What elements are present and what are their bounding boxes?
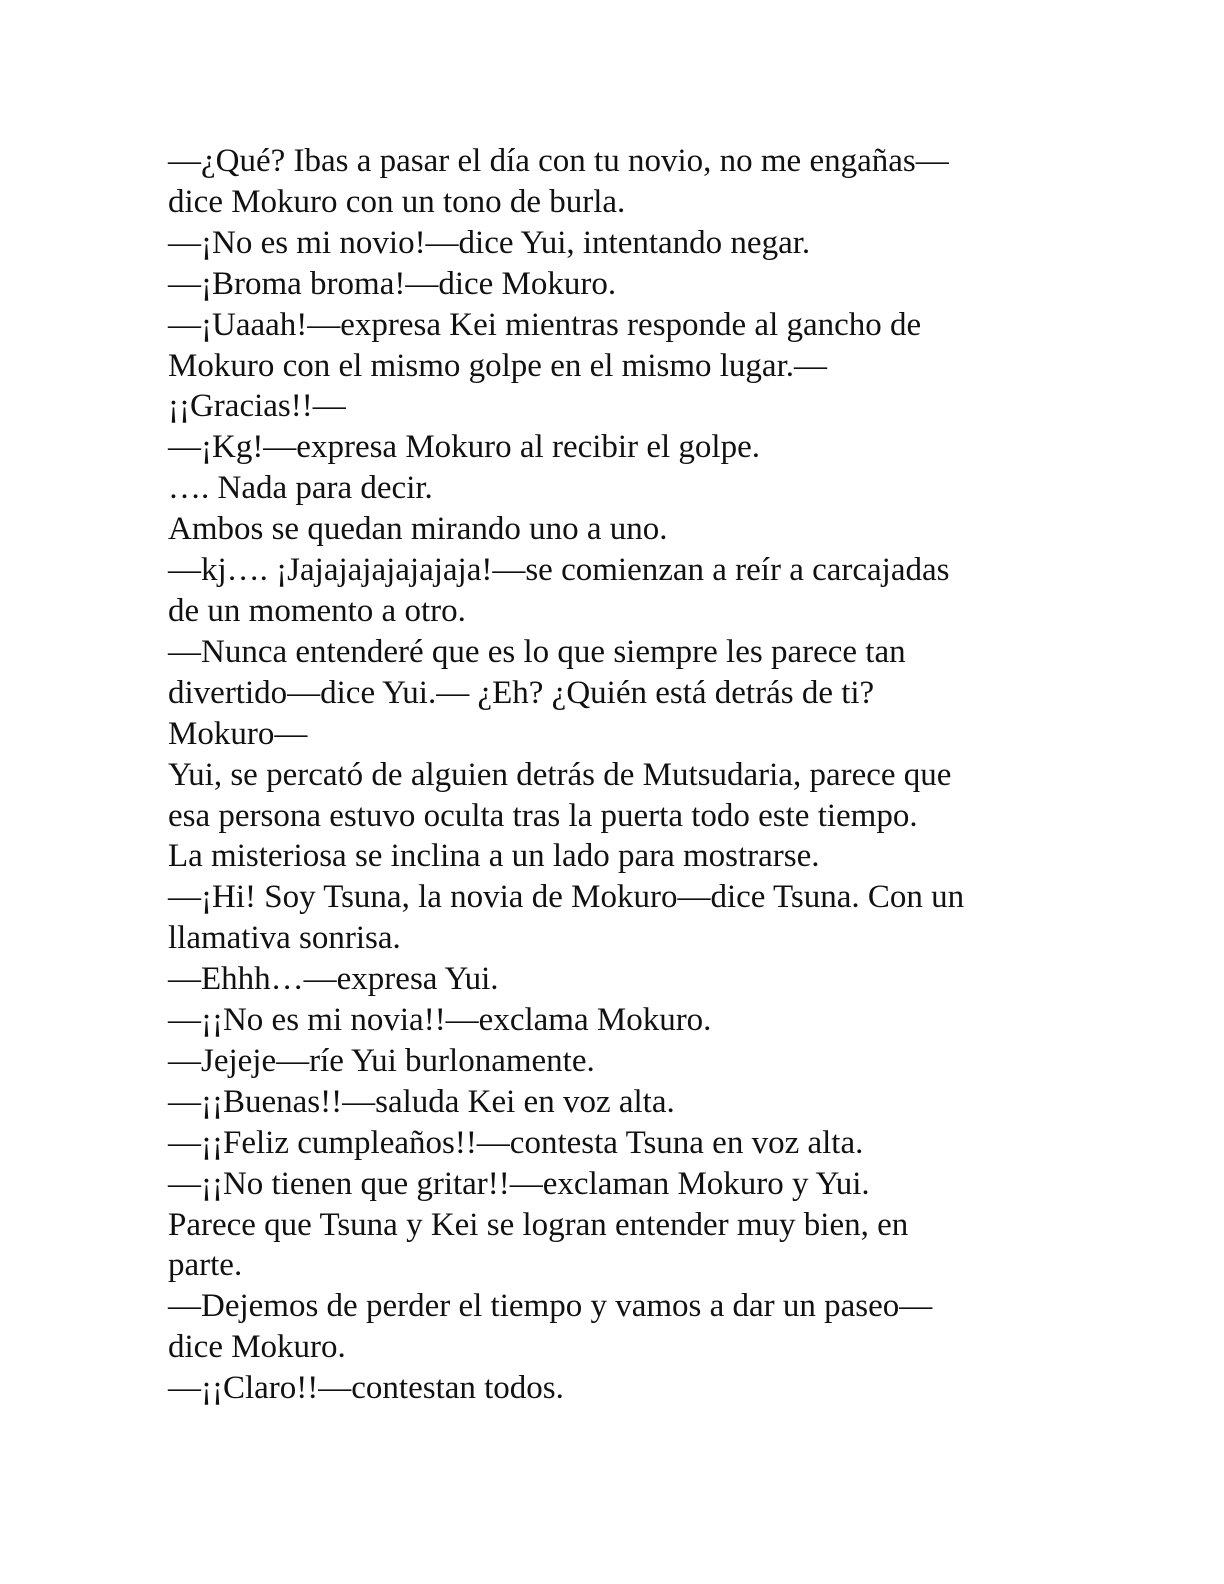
text-line: —¡¡No es mi novia!!—exclama Mokuro. bbox=[168, 1002, 712, 1039]
text-line: llamativa sonrisa. bbox=[168, 920, 401, 957]
text-line: —¡Broma broma!—dice Mokuro. bbox=[168, 265, 617, 302]
text-line: —¡Uaaah!—expresa Kei mientras responde al gancho de bbox=[168, 306, 922, 343]
text-line: —¡Hi! Soy Tsuna, la novia de Mokuro—dice Tsuna. Con un bbox=[168, 879, 965, 916]
text-line: Mokuro con el mismo golpe en el mismo lugar.— bbox=[168, 347, 828, 384]
text-line: esa persona estuvo oculta tras la puerta todo este tiempo. bbox=[168, 797, 918, 834]
text-line: parte. bbox=[168, 1247, 243, 1284]
text-line: —Ehhh…—expresa Yui. bbox=[168, 961, 499, 998]
text-line: Mokuro— bbox=[168, 715, 308, 752]
text-line: divertido—dice Yui.— ¿Eh? ¿Quién está detrás de ti? bbox=[168, 674, 875, 711]
text-line: —¡¡Buenas!!—saluda Kei en voz alta. bbox=[168, 1083, 675, 1120]
text-line: —¿Qué? Ibas a pasar el día con tu novio, no me engañas— bbox=[168, 143, 949, 179]
text-line: —¡Kg!—expresa Mokuro al recibir el golpe. bbox=[168, 429, 760, 466]
text-line: —¡No es mi novio!—dice Yui, intentando negar. bbox=[168, 224, 811, 261]
text-line: Ambos se quedan mirando uno a uno. bbox=[168, 511, 668, 548]
text-line: —¡¡Claro!!—contestan todos. bbox=[168, 1370, 564, 1407]
text-line: Yui, se percató de alguien detrás de Mutsudaria, parece que bbox=[168, 756, 952, 793]
text-line: —Nunca entenderé que es lo que siempre les parece tan bbox=[168, 633, 906, 670]
text-line: ¡¡Gracias!!— bbox=[168, 388, 346, 425]
text-line: dice Mokuro con un tono de burla. bbox=[168, 183, 626, 220]
text-line: —kj…. ¡Jajajajajajajaja!—se comienzan a reír a carcajadas bbox=[168, 552, 950, 589]
text-line: —Jejeje—ríe Yui burlonamente. bbox=[168, 1042, 595, 1079]
text-line: Parece que Tsuna y Kei se logran entender muy bien, en bbox=[168, 1206, 909, 1243]
text-line: …. Nada para decir. bbox=[168, 470, 433, 507]
text-line: —¡¡Feliz cumpleaños!!—contesta Tsuna en voz alta. bbox=[168, 1124, 864, 1161]
text-line: —Dejemos de perder el tiempo y vamos a dar un paseo— bbox=[168, 1288, 933, 1325]
text-line: La misteriosa se inclina a un lado para mostrarse. bbox=[168, 838, 820, 875]
text-line: —¡¡No tienen que gritar!!—exclaman Mokuro y Yui. bbox=[168, 1165, 870, 1202]
document-body bbox=[168, 141, 1048, 1409]
text-line: de un momento a otro. bbox=[168, 592, 466, 629]
text-line: dice Mokuro. bbox=[168, 1329, 346, 1366]
